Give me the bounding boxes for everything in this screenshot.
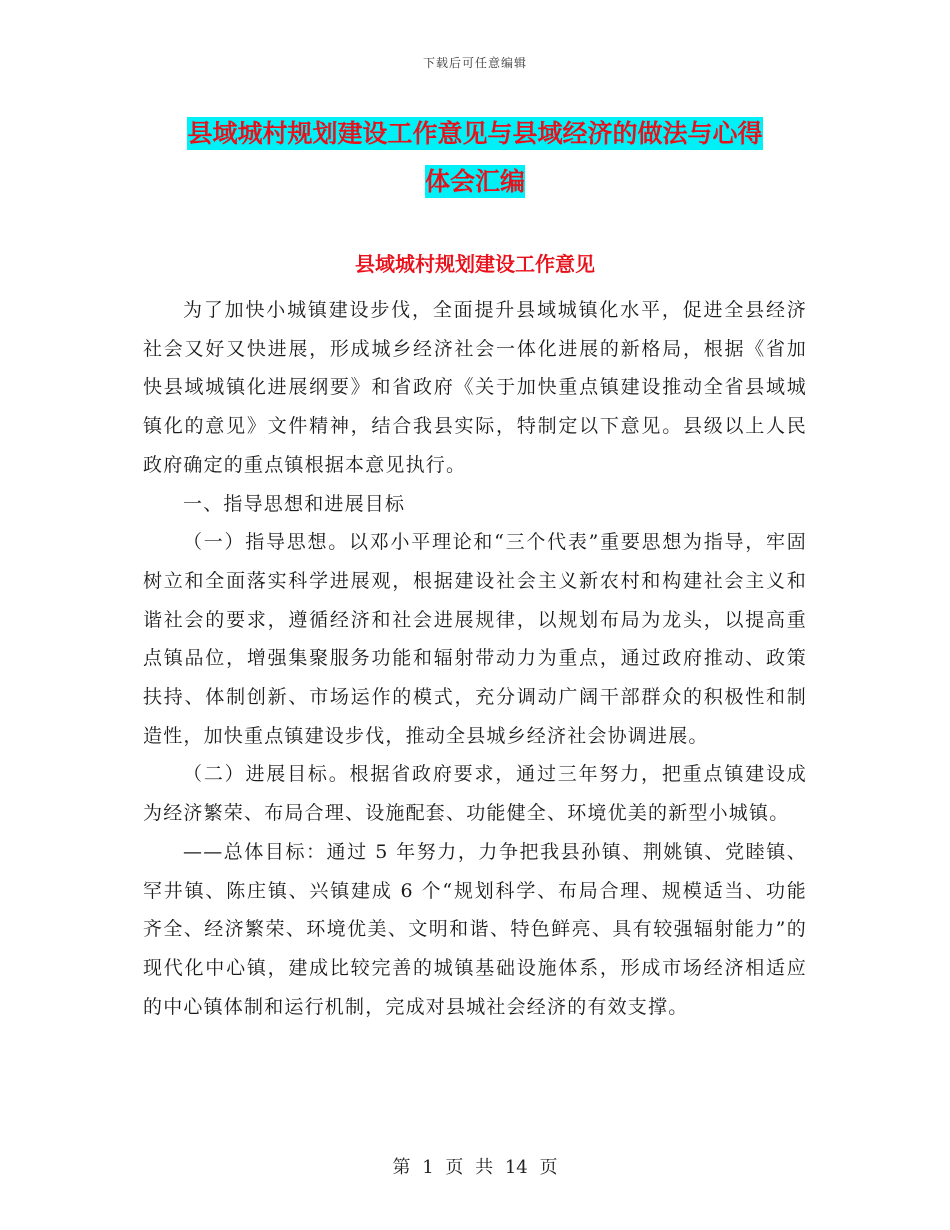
paragraph-guiding-thought: （一）指导思想。以邓小平理论和“三个代表”重要思想为指导，牢固树立和全面落实科学进展观，根据建设社会主义新农村和构建社会主义和谐社会的要求，遵循经济和社会进展规律，以规划布局为龙头，以提高重点镇品位，增强集聚服务功能和辐射带动力为重点，通过政府推动、政策扶持、体制创新、市场运作的模式，充分调动广阔干部群众的积极性和制造性，加快重点镇建设步伐，推动全县城乡经济社会协调进展。	[143, 531, 807, 747]
header-note: 下载后可任意编辑	[422, 56, 527, 70]
document-title-line-1: 县域城村规划建设工作意见与县域经济的做法与心得	[187, 119, 763, 148]
paragraph-intro: 为了加快小城镇建设步伐，全面提升县域城镇化水平，促进全县经济社会又好又快进展，形成城乡经济社会一体化进展的新格局，根据《省加快县域城镇化进展纲要》和省政府《关于加快重点镇建设推动全省县域城镇化的意见》文件精神，结合我县实际，特制定以下意见。县级以上人民政府确定的重点镇根据本意见执行。	[143, 299, 807, 476]
page-number: 第 1 页 共 14 页	[392, 1157, 558, 1178]
document-title-line-2: 体会汇编	[424, 167, 525, 196]
document-title	[0, 110, 950, 206]
document-body	[143, 291, 807, 1026]
paragraph-overall-target: ——总体目标：通过 5 年努力，力争把我县孙镇、荆姚镇、党睦镇、罕井镇、陈庄镇、兴镇建成 6 个“规划科学、布局合理、规模适当、功能齐全、经济繁荣、环境优美、文明和谐、特色鲜亮、具有较强辐射能力”的现代化中心镇，建成比较完善的城镇基础设施体系，形成市场经济相适应的中心镇体制和运行机制，完成对县城社会经济的有效支撑。	[143, 840, 807, 1018]
section-title: 县域城村规划建设工作意见	[355, 252, 595, 276]
heading-guiding-principles: 一、指导思想和进展目标	[183, 492, 406, 515]
paragraph-development-goal: （二）进展目标。根据省政府要求，通过三年努力，把重点镇建设成为经济繁荣、布局合理、设施配套、功能健全、环境优美的新型小城镇。	[143, 763, 807, 825]
